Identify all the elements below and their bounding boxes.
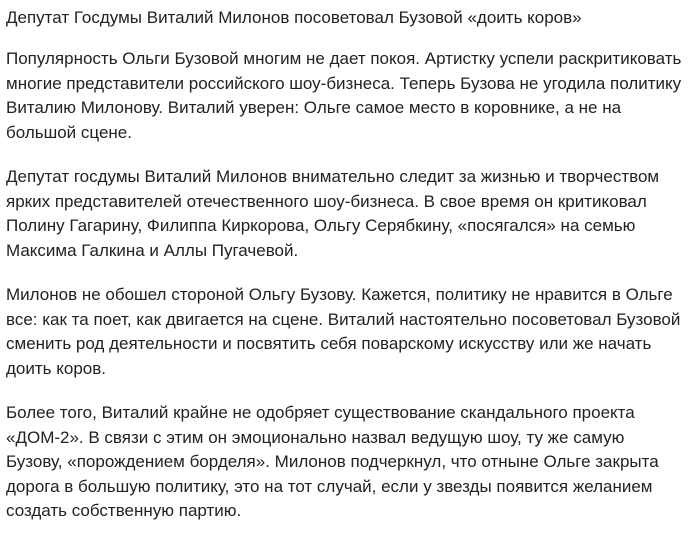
article-paragraph-4: Более того, Виталий крайне не одобряет существование скандального проекта «ДОМ-2». В связи с этим он эмоционально назвал ведущую шоу, ту же самую Бузову, «порождением борделя». Милонов подчеркнул, что отныне Ольге закрыта дорога в большую политику, это на тот случай, если у звезды появится желанием создать собственную партию. bbox=[6, 403, 659, 520]
article-paragraph-1: Популярность Ольги Бузовой многим не дает покоя. Артистку успели раскритиковать многие представители российского шоу-бизнеса. Теперь Бузова не угодила политику Виталию Милонову. Виталий уверен: Ольге самое место в коровнике, а не на большой сцене. bbox=[6, 49, 682, 142]
article-title: Депутат Госдумы Виталий Милонов посоветовал Бузовой «доить коров» bbox=[6, 8, 582, 27]
article-paragraph-3: Милонов не обошел стороной Ольгу Бузову. Кажется, политику не нравится в Ольге все: как та поет, как двигается на сцене. Виталий настоятельно посоветовал Бузовой сменить род деятельности и посвятить себя поварскому искусству или же начать доить коров. bbox=[6, 285, 681, 378]
article-paragraph-2: Депутат госдумы Виталий Милонов внимательно следит за жизнью и творчеством ярких представителей отечественного шоу-бизнеса. В свое время он критиковал Полину Гагарину, Филиппа Киркорова, Ольгу Серябкину, «посягался» на семью Максима Галкина и Аллы Пугачевой. bbox=[6, 167, 660, 260]
